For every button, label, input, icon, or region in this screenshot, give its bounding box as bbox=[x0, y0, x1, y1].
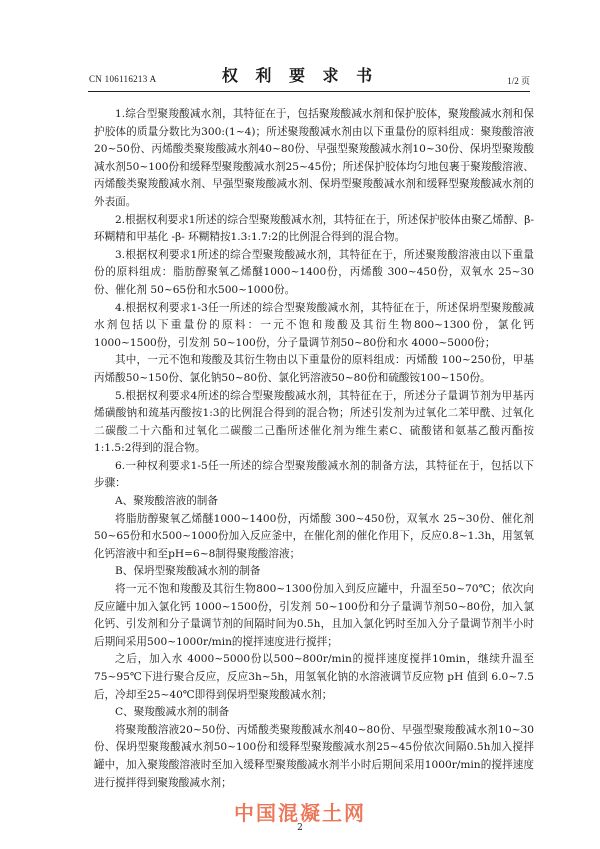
claim-5: 5.根据权利要求4所述的综合型聚羧酸减水剂，其特征在于，所述分子量调节剂为甲基丙烯磺酸钠和巯基丙酸按1:3的比例混合得到的混合物；所述引发剂为过氧化二苯甲酰、过氧化二碳酸二十六酯和过氧化二碳酸二己酯所述催化剂为维生素C、硫酸锗和氨基乙酸丙酯按1:1.5:2得到的混合物。 bbox=[94, 389, 534, 455]
watermark-logo: 中国混凝土网 bbox=[234, 801, 366, 825]
step-a-text: 将脂肪醇聚氧乙烯醚1000~1400份，丙烯酸 300~450份，双氧水 25~30份、催化剂 50~65份和水500~1000份加入反应釜中，在催化剂的催化作用下，反应0.8~1.3h，用氢氧化钙溶液中和至pH=6~8制得聚羧酸溶液； bbox=[94, 512, 534, 560]
step-c-text: 将聚羧酸溶液20~50份、丙烯酸类聚羧酸减水剂40~80份、早强型聚羧酸减水剂10~30份、保坍型聚羧酸减水剂50~100份和缓释型聚羧酸减水剂25~45份依次间隔0.5h加入搅拌罐中，加入聚羧酸溶液时至加入缓释型聚羧酸减水剂半小时后期间采用1000r/min的搅拌速度进行搅拌得到聚羧酸减水剂； bbox=[94, 723, 534, 789]
claim-4: 4.根据权利要求1-3任一所述的综合型聚羧酸减水剂，其特征在于，所述保坍型聚羧酸减水剂包括以下重量份的原料：一元不饱和羧酸及其衍生物800~1300份，氯化钙 1000~1500份，引发剂 50~100份，分子量调节剂50~80份和水 4000~5000份； bbox=[94, 301, 534, 349]
claim-2: 2.根据权利要求1所述的综合型聚羧酸减水剂，其特征在于，所述保护胶体由聚乙烯醇、β- 环糊精和甲基化 -β- 环糊精按1.3:1.7:2的比例混合得到的混合物。 bbox=[94, 213, 534, 244]
step-b-text-2: 之后，加入水 4000~5000份以500~800r/min的搅拌速度搅拌10min，继续升温至75~95℃下进行聚合反应，反应3h~5h，用氢氧化钠的水溶液调节反应物 pH 值到 6.0~7.5后，冷却至25~40℃即得到保坍型聚羧酸减水剂； bbox=[94, 653, 534, 701]
claim-4-detail: 其中，一元不饱和羧酸及其衍生物由以下重量份的原料组成：丙烯酸 100~250份，甲基丙烯酸50~150份、氯化钠50~80份、氯化钙溶液50~80份和硫酸铵100~150份。 bbox=[94, 354, 534, 384]
step-b-text-1: 将一元不饱和羧酸及其衍生物800~1300份加入到反应罐中，升温至50~70℃；依次向反应罐中加入氯化钙 1000~1500份，引发剂 50~100份和分子量调节剂50~80份，加入氯化钙、引发剂和分子量调节剂的间隔时间为0.5h，且加入氯化钙时至加入分子量调节剂半小时后期间采用500~1000r/min的搅拌速度进行搅拌； bbox=[94, 583, 534, 648]
step-b-heading: B、保坍型聚羧酸减水剂的制备 bbox=[115, 565, 261, 578]
header-rule bbox=[88, 91, 530, 92]
claim-6: 6.一种权利要求1-5任一所述的综合型聚羧酸减水剂的制备方法，其特征在于，包括以下步骤： bbox=[94, 459, 534, 490]
page-header bbox=[0, 60, 600, 94]
claim-3: 3.根据权利要求1所述的综合型聚羧酸减水剂，其特征在于，所述聚羧酸溶液由以下重量份的原料组成：脂肪醇聚氧乙烯醚1000~1400份，丙烯酸 300~450份，双氧水 25~30份、催化剂 50~65份和水500~1000份。 bbox=[94, 248, 534, 296]
step-a-heading: A、聚羧酸溶液的制备 bbox=[115, 495, 218, 508]
page-number: 2 bbox=[297, 823, 303, 833]
page-title: 权 利 要 求 书 bbox=[221, 66, 379, 85]
step-c-heading: C、聚羧酸减水剂的制备 bbox=[115, 706, 230, 719]
claim-1: 1.综合型聚羧酸减水剂，其特征在于，包括聚羧酸减水剂和保护胶体，聚羧酸减水剂和保护胶体的质量分数比为300:(1~4)；所述聚羧酸减水剂由以下重量份的原料组成：聚羧酸溶液20~50份、丙烯酸类聚羧酸减水剂40~80份、早强型聚羧酸减水剂10~30份、保坍型聚羧酸减水剂50~100份和缓释型聚羧酸减水剂25~45份；所述保护胶体均匀地包裹于聚羧酸溶液、丙烯酸类聚羧酸减水剂、早强型聚羧酸减水剂、保坍型聚羧酸减水剂和缓释型聚羧酸减水剂的外表面。 bbox=[94, 108, 534, 208]
doc-number: CN 106116213 A bbox=[89, 74, 157, 84]
claims-body bbox=[94, 106, 534, 792]
page-label: 1/2 页 bbox=[507, 76, 530, 86]
